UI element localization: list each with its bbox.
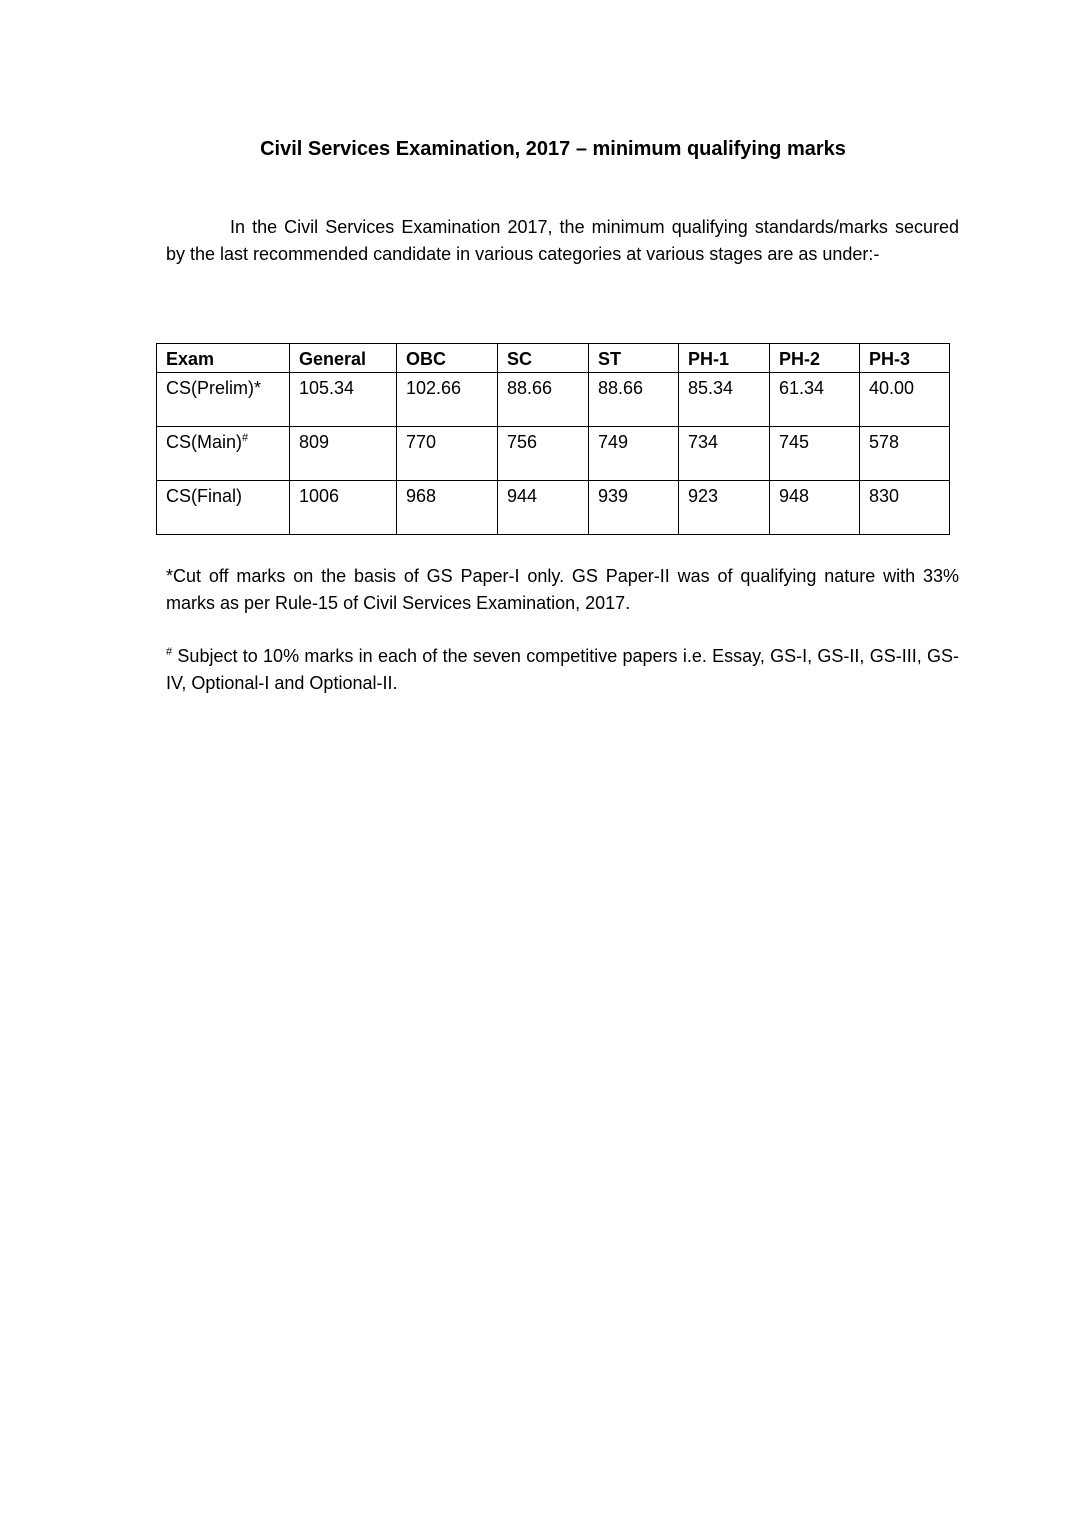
table-cell: 105.34 <box>290 373 397 427</box>
table-cell: 40.00 <box>860 373 950 427</box>
table-cell: 749 <box>589 427 679 481</box>
footnote-mark: # <box>242 432 249 444</box>
table-row-main <box>157 427 950 481</box>
exam-label: CS(Prelim)* <box>166 378 262 398</box>
footnote-main-text: Subject to 10% marks in each of the seven competitive papers i.e. Essay, GS-I, GS-II, GS-III, GS-IV, Optional-I and Optional-II. <box>166 646 959 693</box>
header-exam: Exam <box>157 344 290 373</box>
exam-label: CS(Main) <box>166 432 243 452</box>
table-cell: 734 <box>679 427 770 481</box>
table-row-prelim <box>157 373 950 427</box>
footnote-prelim: *Cut off marks on the basis of GS Paper-I only. GS Paper-II was of qualifying nature with 33% marks as per Rule-15 of Civil Services Examination, 2017. <box>166 566 959 613</box>
table-cell: 1006 <box>290 481 397 535</box>
table-cell: 809 <box>290 427 397 481</box>
table-cell: 770 <box>397 427 498 481</box>
footnote-mark: # <box>166 646 173 658</box>
table-cell: 756 <box>498 427 589 481</box>
header-st: ST <box>589 344 679 373</box>
exam-label: CS(Final) <box>166 486 243 506</box>
table-cell: 830 <box>860 481 950 535</box>
cell-exam-final <box>157 481 290 535</box>
table-cell: 102.66 <box>397 373 498 427</box>
header-obc: OBC <box>397 344 498 373</box>
intro-paragraph: In the Civil Services Examination 2017, the minimum qualifying standards/marks secured by the last recommended candidate in various categories at various stages are as under:- <box>166 217 959 264</box>
qualifying-marks-table <box>156 343 950 535</box>
table-cell: 85.34 <box>679 373 770 427</box>
table-cell: 745 <box>770 427 860 481</box>
table-cell: 578 <box>860 427 950 481</box>
table-cell: 939 <box>589 481 679 535</box>
table-cell: 948 <box>770 481 860 535</box>
header-general: General <box>290 344 397 373</box>
table-cell: 61.34 <box>770 373 860 427</box>
table-cell: 968 <box>397 481 498 535</box>
table-header-row <box>157 344 950 373</box>
table-cell: 923 <box>679 481 770 535</box>
header-ph2: PH-2 <box>770 344 860 373</box>
footnote-main <box>166 643 959 697</box>
table-cell: 88.66 <box>498 373 589 427</box>
header-ph1: PH-1 <box>679 344 770 373</box>
table-cell: 88.66 <box>589 373 679 427</box>
document-title: Civil Services Examination, 2017 – minimum qualifying marks <box>260 138 846 160</box>
cell-exam-main <box>157 427 290 481</box>
header-ph3: PH-3 <box>860 344 950 373</box>
header-sc: SC <box>498 344 589 373</box>
table-row-final <box>157 481 950 535</box>
table-cell: 944 <box>498 481 589 535</box>
cell-exam-prelim <box>157 373 290 427</box>
